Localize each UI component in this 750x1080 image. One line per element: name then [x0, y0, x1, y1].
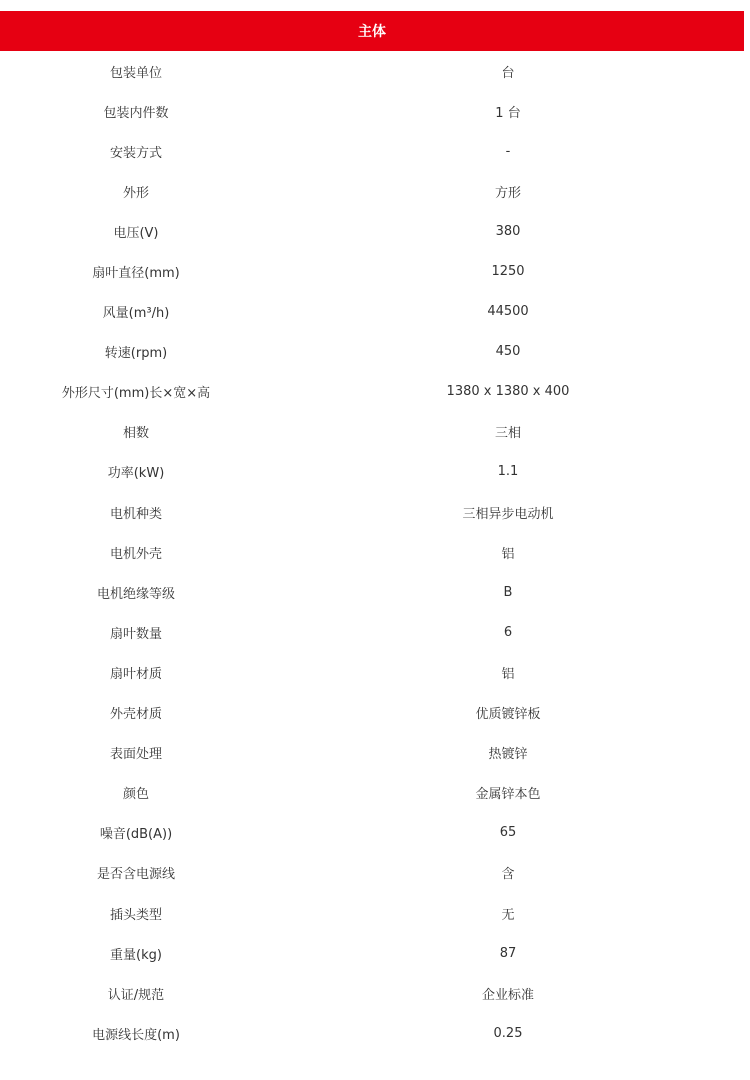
spec-value: 6	[503, 624, 513, 640]
spec-row	[0, 693, 744, 733]
spec-value: 热镀锌	[488, 747, 528, 763]
spec-row	[0, 91, 744, 131]
spec-value: 含	[501, 867, 515, 883]
spec-row	[0, 612, 744, 652]
spec-label: 噪音(dB(A))	[99, 827, 173, 843]
spec-row	[0, 652, 744, 692]
spec-label: 电压(V)	[113, 225, 159, 241]
spec-label: 重量(kg)	[110, 947, 162, 963]
spec-row	[0, 372, 744, 412]
spec-label: 安装方式	[109, 145, 162, 161]
spec-row	[0, 412, 744, 452]
spec-label: 外形尺寸(mm)长×宽×高	[61, 386, 211, 402]
spec-label: 外壳材质	[109, 707, 162, 723]
spec-value: 优质镀锌板	[475, 707, 541, 723]
spec-label: 转速(rpm)	[104, 346, 168, 362]
spec-value: 44500	[487, 304, 529, 320]
spec-label: 扇叶数量	[109, 626, 162, 642]
spec-row	[0, 251, 744, 291]
spec-label: 包装内件数	[103, 105, 169, 121]
spec-row	[0, 813, 744, 853]
spec-row	[0, 332, 744, 372]
spec-value: 450	[495, 344, 521, 360]
spec-row	[0, 532, 744, 572]
spec-label: 包装单位	[109, 65, 162, 81]
spec-row	[0, 893, 744, 933]
spec-label: 相数	[122, 426, 149, 442]
spec-row	[0, 452, 744, 492]
spec-value: 1 台	[495, 105, 521, 121]
spec-value: -	[505, 143, 511, 159]
spec-label: 电机外壳	[109, 546, 162, 562]
spec-value: 65	[499, 825, 517, 841]
spec-label: 表面处理	[109, 747, 162, 763]
spec-value: 0.25	[493, 1025, 523, 1041]
spec-label: 风量(m³/h)	[102, 306, 170, 322]
spec-value: 铝	[501, 666, 515, 682]
spec-label: 认证/规范	[107, 987, 165, 1003]
spec-label: 功率(kW)	[107, 466, 165, 482]
spec-row	[0, 131, 744, 171]
spec-value: 1380 x 1380 x 400	[446, 384, 570, 400]
spec-value: 无	[501, 907, 515, 923]
spec-row	[0, 733, 744, 773]
spec-row	[0, 933, 744, 973]
spec-value: 台	[501, 65, 515, 81]
spec-row	[0, 853, 744, 893]
spec-table-title: 主体	[0, 11, 744, 51]
spec-row	[0, 973, 744, 1013]
spec-label: 电源线长度(m)	[92, 1027, 180, 1043]
spec-value: B	[503, 584, 513, 600]
spec-label: 颜色	[122, 787, 149, 803]
spec-value: 铝	[501, 546, 515, 562]
spec-row	[0, 492, 744, 532]
spec-value: 1.1	[497, 464, 519, 480]
spec-value: 87	[499, 945, 517, 961]
spec-label: 是否含电源线	[96, 867, 175, 883]
spec-value: 方形	[494, 185, 521, 201]
spec-value: 三相异步电动机	[462, 506, 554, 522]
spec-table-body	[0, 51, 744, 1053]
spec-row	[0, 211, 744, 251]
spec-label: 插头类型	[109, 907, 162, 923]
spec-row	[0, 292, 744, 332]
spec-table-header-row	[0, 11, 744, 51]
spec-label: 电机种类	[109, 506, 162, 522]
spec-table	[0, 11, 744, 1053]
spec-row	[0, 773, 744, 813]
spec-row	[0, 572, 744, 612]
spec-value: 1250	[491, 264, 525, 280]
spec-label: 外形	[122, 185, 149, 201]
spec-label: 扇叶直径(mm)	[92, 266, 180, 282]
spec-value: 三相	[494, 426, 521, 442]
spec-value: 企业标准	[481, 987, 534, 1003]
spec-value: 380	[495, 223, 521, 239]
spec-row	[0, 171, 744, 211]
spec-value: 金属锌本色	[475, 787, 541, 803]
spec-row	[0, 1013, 744, 1053]
spec-label: 扇叶材质	[109, 666, 162, 682]
spec-label: 电机绝缘等级	[96, 586, 175, 602]
spec-row	[0, 51, 744, 91]
